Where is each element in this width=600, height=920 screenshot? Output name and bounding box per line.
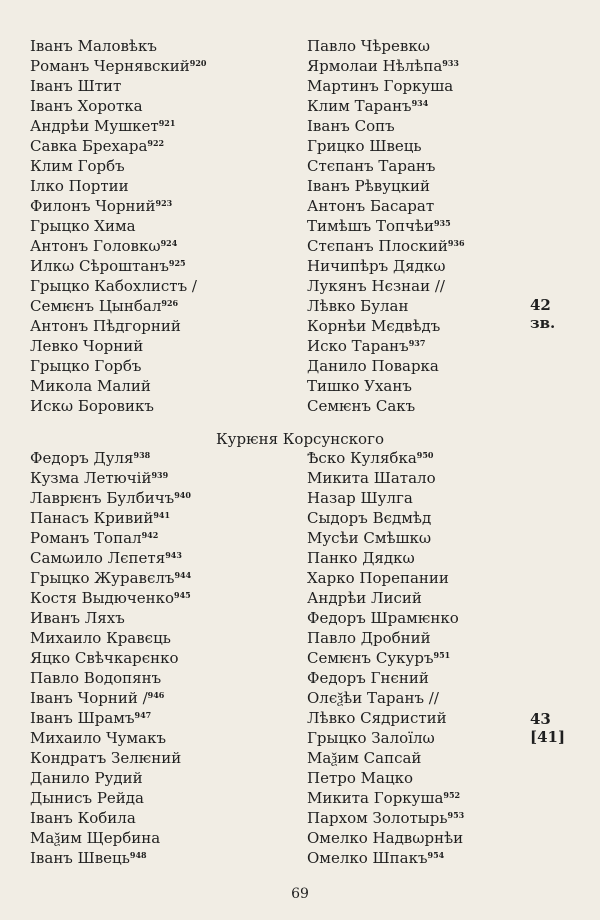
- name-entry: [307, 136, 465, 156]
- name-entry: [30, 216, 207, 236]
- footnote-marker: 950: [416, 450, 434, 460]
- name-text: Павло Чѣревкω: [307, 37, 430, 55]
- footnote-marker: 938: [133, 450, 151, 460]
- footnote-marker: 923: [155, 198, 173, 208]
- footnote-marker: 920: [189, 58, 207, 68]
- name-entry: [30, 448, 191, 468]
- name-text: Данило Рудий: [30, 769, 143, 787]
- name-entry: [307, 688, 464, 708]
- footnote-marker: 935: [433, 218, 451, 228]
- page-number: 69: [291, 886, 309, 902]
- name-entry: [307, 276, 465, 296]
- name-entry: [30, 728, 191, 748]
- name-entry: [307, 828, 464, 848]
- footnote-marker: 933: [442, 58, 459, 68]
- name-text: Михаило Кравєць: [30, 629, 171, 647]
- name-entry: [30, 668, 191, 688]
- footnote-marker: 936: [447, 238, 465, 248]
- footnote-marker: 937: [408, 338, 426, 348]
- name-text: Іванъ Сопъ: [307, 117, 395, 135]
- name-entry: [30, 396, 207, 416]
- name-entry: [307, 668, 464, 688]
- name-text: Грыцко Кабохлистъ /: [30, 277, 197, 295]
- name-entry: [307, 316, 465, 336]
- name-text: Андрѣи Мушкет: [30, 117, 159, 135]
- name-entry: [307, 76, 465, 96]
- name-text: Маѯим Щербина: [30, 829, 161, 847]
- name-entry: [307, 396, 465, 416]
- name-text: Стєпанъ Таранъ: [307, 157, 436, 175]
- name-entry: [30, 76, 207, 96]
- footnote-marker: 944: [174, 570, 192, 580]
- name-entry: [307, 508, 464, 528]
- name-entry: [30, 356, 207, 376]
- name-text: Микола Малий: [30, 377, 151, 395]
- name-text: Самωило Лєпетя: [30, 549, 166, 567]
- name-entry: [307, 788, 464, 808]
- footnote-marker: 924: [160, 238, 178, 248]
- name-text: Тишко Уханъ: [307, 377, 412, 395]
- name-text: Пархом Золотырь: [307, 809, 448, 827]
- name-entry: [307, 808, 464, 828]
- name-entry: [307, 548, 464, 568]
- name-entry: [30, 316, 207, 336]
- footnote-marker: 942: [141, 530, 159, 540]
- name-entry: [30, 548, 191, 568]
- name-entry: [30, 56, 207, 76]
- name-text: Семѥнъ Сукуръ: [307, 649, 434, 667]
- name-text: Мартинъ Горкуша: [307, 77, 454, 95]
- name-entry: [307, 608, 464, 628]
- name-entry: [307, 176, 465, 196]
- name-text: Михаило Чумакъ: [30, 729, 167, 747]
- name-entry: [30, 256, 207, 276]
- footnote-marker: 925: [168, 258, 186, 268]
- name-entry: [307, 568, 464, 588]
- name-entry: [30, 116, 207, 136]
- name-text: Андрѣи Лисий: [307, 589, 422, 607]
- name-entry: [307, 768, 464, 788]
- footnote-marker: 922: [147, 138, 165, 148]
- name-entry: [30, 628, 191, 648]
- name-entry: [307, 648, 464, 668]
- name-entry: [307, 468, 464, 488]
- name-text: Федоръ Шрамѥнко: [307, 609, 459, 627]
- name-text: Кондратъ Зелѥний: [30, 749, 182, 767]
- footnote-marker: 926: [161, 298, 179, 308]
- name-text: Романъ Чернявский: [30, 57, 190, 75]
- name-text: Грыцко Горбъ: [30, 357, 142, 375]
- name-entry: [30, 236, 207, 256]
- name-text: Панасъ Кривий: [30, 509, 154, 527]
- name-entry: [30, 508, 191, 528]
- name-text: Ничипѣръ Дядкω: [307, 257, 446, 275]
- name-text: Семѥнъ Сакъ: [307, 397, 416, 415]
- name-entry: [30, 848, 191, 868]
- name-text: Левко Чорний: [30, 337, 144, 355]
- name-entry: [307, 236, 465, 256]
- name-text: Клим Таранъ: [307, 97, 412, 115]
- name-entry: [307, 116, 465, 136]
- name-entry: [30, 376, 207, 396]
- name-text: Антонъ Басарат: [307, 197, 435, 215]
- name-entry: [307, 528, 464, 548]
- name-text: Микита Горкуша: [307, 789, 444, 807]
- name-entry: [30, 688, 191, 708]
- name-text: Иско Таранъ: [307, 337, 409, 355]
- margin-note-line: 42: [530, 296, 551, 314]
- name-text: Сыдоръ Вєдмѣд: [307, 509, 432, 527]
- name-text: Іванъ Маловѣкъ: [30, 37, 157, 55]
- name-text: Федоръ Дуля: [30, 449, 134, 467]
- name-entry: [30, 768, 191, 788]
- footnote-marker: 948: [129, 850, 147, 860]
- name-entry: [307, 748, 464, 768]
- name-text: Іванъ Кобила: [30, 809, 136, 827]
- margin-note-folio-42: [530, 296, 590, 332]
- name-text: Павло Водопянъ: [30, 669, 162, 687]
- name-entry: [307, 336, 465, 356]
- margin-note-line: зв.: [530, 314, 556, 332]
- name-text: Микита Шатало: [307, 469, 436, 487]
- name-entry: [30, 828, 191, 848]
- name-entry: [30, 648, 191, 668]
- footnote-marker: 921: [158, 118, 176, 128]
- section1-right-column: [307, 36, 465, 416]
- footnote-marker: 946: [147, 690, 165, 700]
- name-entry: [307, 588, 464, 608]
- name-text: Іванъ Чорний /: [30, 689, 148, 707]
- name-text: Ілко Портии: [30, 177, 129, 195]
- name-entry: [30, 748, 191, 768]
- section2-right-column: [307, 448, 464, 868]
- name-text: Грыцко Хима: [30, 217, 136, 235]
- name-text: Антонъ Головкω: [30, 237, 161, 255]
- name-text: Лѣвко Булан: [307, 297, 409, 315]
- footnote-marker: 945: [174, 590, 191, 600]
- footnote-marker: 939: [151, 470, 169, 480]
- name-text: Петро Мацко: [307, 769, 414, 787]
- name-text: Іванъ Швець: [30, 849, 130, 867]
- name-text: Маѯим Сапсай: [307, 749, 422, 767]
- name-text: Савка Брехара: [30, 137, 148, 155]
- name-entry: [30, 588, 191, 608]
- name-text: Антонъ Пѣдгорний: [30, 317, 181, 335]
- name-entry: [307, 376, 465, 396]
- name-entry: [307, 708, 464, 728]
- name-entry: [30, 36, 207, 56]
- name-text: Омелко Шпакъ: [307, 849, 428, 867]
- name-entry: [30, 788, 191, 808]
- name-text: Стєпанъ Плоский: [307, 237, 448, 255]
- name-text: Назар Шулга: [307, 489, 413, 507]
- name-text: Илкω Сѣроштанъ: [30, 257, 169, 275]
- name-text: Мусѣи Смѣшкω: [307, 529, 432, 547]
- name-text: Костя Выдюченко: [30, 589, 175, 607]
- footnote-marker: 952: [443, 790, 461, 800]
- footnote-marker: 953: [447, 810, 465, 820]
- name-entry: [30, 488, 191, 508]
- footnote-marker: 951: [433, 650, 451, 660]
- name-text: Лаврѥнъ Булбичъ: [30, 489, 175, 507]
- name-text: Филонъ Чорний: [30, 197, 156, 215]
- footnote-marker: 941: [153, 510, 171, 520]
- name-text: Кузма Летючій: [30, 469, 152, 487]
- name-text: Грицко Швець: [307, 137, 422, 155]
- name-text: Іванъ Штит: [30, 77, 122, 95]
- name-text: Корнѣи Мєдвѣдъ: [307, 317, 441, 335]
- name-entry: [30, 528, 191, 548]
- name-text: Искω Боровикъ: [30, 397, 154, 415]
- name-entry: [307, 96, 465, 116]
- name-text: Іванъ Хоротка: [30, 97, 143, 115]
- section-heading: Курѥня Корсунского: [216, 430, 384, 448]
- name-entry: [307, 488, 464, 508]
- name-entry: [307, 728, 464, 748]
- name-text: Федоръ Гнєний: [307, 669, 429, 687]
- name-entry: [30, 276, 207, 296]
- name-entry: [30, 156, 207, 176]
- name-entry: [30, 296, 207, 316]
- name-text: Семѥнъ Цынбал: [30, 297, 162, 315]
- name-text: Иванъ Ляхъ: [30, 609, 125, 627]
- name-text: Іванъ Шрамъ: [30, 709, 135, 727]
- name-entry: [307, 156, 465, 176]
- name-text: Панко Дядкω: [307, 549, 415, 567]
- name-text: Яцко Свѣчкарєнко: [30, 649, 179, 667]
- name-entry: [307, 216, 465, 236]
- footnote-marker: 940: [174, 490, 191, 500]
- name-entry: [30, 336, 207, 356]
- name-entry: [307, 256, 465, 276]
- name-text: Клим Горбъ: [30, 157, 125, 175]
- name-text: Ярмолаи Нѣлѣпа: [307, 57, 443, 75]
- name-text: Лукянъ Нєзнаи //: [307, 277, 445, 295]
- name-text: Іванъ Рѣвуцкий: [307, 177, 431, 195]
- footnote-marker: 947: [134, 710, 152, 720]
- margin-note-line: [41]: [530, 728, 566, 746]
- name-entry: [307, 448, 464, 468]
- margin-note-line: 43: [530, 710, 551, 728]
- name-text: Тимѣшъ Топчѣи: [307, 217, 434, 235]
- name-entry: [30, 708, 191, 728]
- name-entry: [30, 808, 191, 828]
- section2-left-column: [30, 448, 191, 868]
- name-entry: [307, 36, 465, 56]
- name-entry: [307, 56, 465, 76]
- name-entry: [30, 176, 207, 196]
- name-text: Грыцко Залоїлω: [307, 729, 435, 747]
- name-entry: [307, 296, 465, 316]
- name-text: Лѣвко Сядристий: [307, 709, 447, 727]
- name-text: Омелко Надвωрнѣи: [307, 829, 464, 847]
- name-text: Дынисъ Рейда: [30, 789, 144, 807]
- footnote-marker: 934: [411, 98, 429, 108]
- name-text: Грыцко Журавєлъ: [30, 569, 175, 587]
- footnote-marker: 954: [427, 850, 445, 860]
- section1-left-column: [30, 36, 207, 416]
- name-text: Харко Порепании: [307, 569, 449, 587]
- name-entry: [30, 608, 191, 628]
- name-entry: [30, 568, 191, 588]
- name-entry: [30, 96, 207, 116]
- name-text: Ѣско Кулябка: [307, 449, 417, 467]
- name-entry: [30, 468, 191, 488]
- name-entry: [307, 356, 465, 376]
- name-entry: [30, 136, 207, 156]
- footnote-marker: 943: [165, 550, 182, 560]
- name-entry: [307, 628, 464, 648]
- name-text: Романъ Топал: [30, 529, 142, 547]
- name-text: Олєѯѣи Таранъ //: [307, 689, 439, 707]
- name-entry: [307, 848, 464, 868]
- name-entry: [307, 196, 465, 216]
- name-text: Данило Поварка: [307, 357, 439, 375]
- margin-note-folio-43: [530, 710, 590, 746]
- name-entry: [30, 196, 207, 216]
- name-text: Павло Дробний: [307, 629, 431, 647]
